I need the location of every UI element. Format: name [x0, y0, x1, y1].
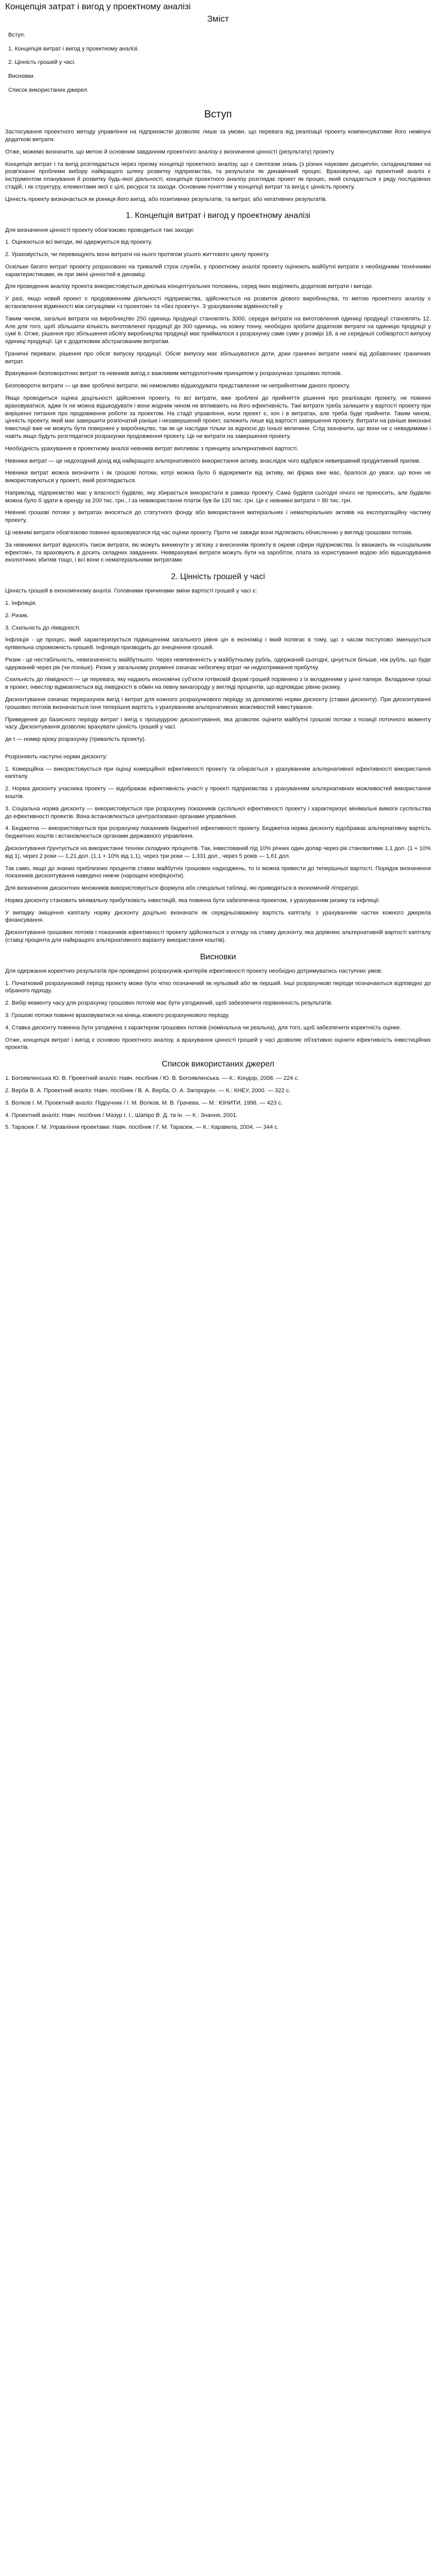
paragraph: 3. Грошові потоки повинні враховуватися на кінець кожного розрахункового періоду. — [5, 1012, 230, 1019]
toc-item[interactable]: 2. Цінність грошей у часі. — [8, 59, 76, 66]
paragraph: Невники витрат — це недоходний дохід від найкращого альтернативного використання активу, внаслідок чого відбувся невиправний продуктивний прилив. — [5, 457, 421, 464]
paragraph: Для визначення дисконтних множників використовується формула або спеціальні таблиці, які приводяться в економічній літературі. — [5, 885, 359, 892]
paragraph: Оскільки багато витрат проекту розраховано на тривалий строк служби, у проектному аналізі проекту оцінюють майбутні витрати з необхідними технічними характеристиками, як при зміні цінностей в динаміці. — [5, 263, 431, 278]
paragraph: Врахування безповоротних витрат та невників вигод є важливим методологічним принципом у розрахунках грошових потоків. — [5, 370, 342, 377]
paragraph: Отже, концепція витрат і вигод є основою проектного аналізу, а врахування цінності грошей у часі дозволяє об'єктивно оцінити ефективність інвестиційних проектів. — [5, 1037, 431, 1051]
paragraph: Для проведення аналізу проекта використовується декілька концептуальних положень, серед яких виділяють додаткові витрати і вигоди. — [5, 283, 373, 290]
paragraph: Ризик - це нестабільність, невизначеність майбутнього. Через невпевненість у майбутньому рубль, одержаний сьогодні, цінується більше, ніж рубль, що буде одержаний через рік (чи пізніше). Ризик у загальному розумінні означає небезпеку втрат чи недоотримання прибутку. — [5, 656, 431, 671]
paragraph: 2. Норма дисконту учасника проекту — відображає ефективність участі у проекті підприємства з урахуванням альтернативних можливостей використання коштів. — [5, 786, 431, 800]
paragraph: 4. Ставка дисконту повинна бути узгоджена з характером грошових потоків (номінальна чи реальна), для того, щоб забезпечити коректність оцінки. — [5, 1024, 402, 1031]
paragraph: За невникних витрат відносять також витрати, які можуть виникнути у зв'язку з внесенням проекту в окремі сфери підприємства. Їх вважають як «соціальним ефектом», та враховують в досить складних завданнях. Невврахувані витрати можуть бути на заробіток, плата за користування водою або відшкодування екологічних збитків тощо, і всі вони є нематеріальними витратами. — [5, 541, 431, 564]
paragraph: Цінність грошей в економічному аналізі. Головними причинами зміни вартості грошей у часі є: — [5, 588, 257, 595]
paragraph: Граничні переваги. рішення про обсяг випуску продукції. Обсяг випуску має збільшуватися доти, доки граничні витрати нижчі від добавочних граничних витрат. — [5, 350, 431, 365]
paragraph: 1. Оцінюються всі вигоди, які одержуються від проекту. — [5, 239, 152, 246]
paragraph: Розрізняють наступні норми дисконту: — [5, 753, 108, 760]
formula-gap — [5, 748, 431, 753]
source-item: 1. Богоявленська Ю. В. Проектний аналіз: Навч. посібник / Ю. В. Богоявленська. — К.: Кондор, 2008. — 224 с. — [5, 1075, 300, 1082]
paragraph: Для визначення цінності проекту обов'язково проводиться такі заходи: — [5, 227, 195, 233]
paragraph: Так само, якщо до знаних приблизних процентів ставки майбутніх грошових надходжень, то їх можна привести до теперішньої вартості. Порядок визначення показників дисконтування наведено нижче (нарощені коефіцієнти). — [5, 865, 431, 879]
toc-item[interactable]: Висновки. — [8, 73, 35, 80]
paragraph: Концепція витрат і та вигід розглядається через призму концепції проектного аналізу, що є синтезом знань (з різних наукових дисциплін, складництвами на розв'язанні проблеми вибору найкращого шляху розвитку підприємства, та результати як динамічний процес. Враховуючи, що проектний аналіз є інструментом планування й розвитку будь-якої діяльності, концепція проектного аналізу розглядає проект як процес, який складається з ряду послідовних стадій, і як структуру, елементами якої є цілі, ресурси та заходи. Основним поняттям у концепції витрат та вигід є цінність проекту. — [5, 161, 431, 190]
section-sources — [5, 1075, 431, 1131]
toc-heading: Зміст — [207, 14, 229, 24]
paragraph: 3. Соціальна норма дисконту — використовується при розрахунку показників суспільної ефективності проекту і характеризує мінімальні вимоги суспільства до ефективності проектів. Вона встановлюється централізовано органами управління. — [5, 805, 431, 820]
section-1 — [5, 227, 431, 565]
section-heading-1: 1. Концепція витрат і вигод у проектному аналізі — [126, 211, 310, 221]
paragraph: Безповоротні витрати — це вже зроблені витрати, які неможливо відшкодувати представлення чи неприйнятним даного проекту. — [5, 383, 351, 389]
paragraph: У випадку зміщення капіталу норму дисконту доцільно визначати як середньозважену вартість капіталу, з урахуванням частки кожного джерела фінансування. — [5, 909, 431, 924]
section-heading-2: 2. Цінність грошей у часі — [171, 572, 265, 582]
paragraph: 2. Вибір моменту часу для розрахунку грошових потоків має бути узгоджений, щоб забезпечити порівнянність результатів. — [5, 1000, 333, 1007]
paragraph: Якщо проводиться оцінка доцільності здійснення проекту, то всі витрати, вже зроблені до прийняття рішення про реалізацію проекту, не повинні враховуватися, адже їх не можна відшкодувати і вони жодним чином не впливають на його ефективність. Такі витрати треба залишити у вартості проекту при вирішенні питання про продовження роботи за проектом. На стадії управління, коли проект є, хоч і в витратах, але треба буде прийняти. Таким чином, цінність проекту, який має завершити розпочатий раніше і незавершений проект, залежить лише від вартості завершення проекту. Витрати на раніше виконані інвестиції вже не можуть бути повернені у виробництво, так як це наслідки тільки за відносні до їхньої величини. Слід зазначити, що вони не є невидимими і навіть якщо будуть розглядатися розрахунки продовження проекту. Це не витрати на завершення проекту. — [5, 395, 431, 439]
paragraph: Цінність проекту визначається як різниця його вигод, або позитивних результатів, та витрат, або негативних результатів. — [5, 196, 327, 202]
toc-item[interactable]: Список використаних джерел. — [8, 87, 89, 93]
section-intro — [5, 128, 431, 203]
toc-item[interactable]: 1. Концепція витрат і вигод у проектному аналізі. — [8, 45, 139, 52]
paragraph: Невникі грошові потоки у витратах вносяться до статутного фонду або використання матеріальних і нематеріальних активів на експлуатаційну частину проекту. — [5, 510, 431, 524]
source-item: 5. Тарасюк Г. М. Управління проектами: Навч. посібник / Г. М. Тарасюк. — К.: Каравела, 2004. — 344 с. — [5, 1124, 279, 1131]
source-item: 4. Проектний аналіз: Навч. посібник / Мазур І. І., Шапіро В. Д. та ін. — К.: Знання, 2001. — [5, 1112, 238, 1118]
paragraph: Наприклад, підприємство має у власності будівлю, яку збирається використати в рамках проекту. Сама будівля сьогодні нічого не приносить, але будівлю можна було б здати в оренду за 200 тис. грн., і за невикористання платіж був би 120 тис. грн. Це є невникні витрати = 80 тис. грн. — [5, 489, 431, 504]
paragraph: Таким чином, загальні витрати на виробництво 250 одиниць продукції становлять 3000, середні витрати на виготовлення одиниці продукції становлять 12. Але для того, щоб збільшити кількість виготовленої продукції до 300 одиниць, на кожну тонну, необхідно зробити додаткові витрати на одиницю продукції у сумі 6. Отже, рішення про збільшення обсягу виробництва продукції має приймалося з розрахунку саме суми у розмірі 18, а не середньої собівартості випуску одиниці продукції. Це є додатковим абстрагованим витратам. — [5, 315, 431, 345]
paragraph: Дисконтування ґрунтується на використанні техніки складних процентів. Так, інвестований під 10% річних один долар через рік становитиме 1,1 дол. (1 + 10% від 1), через 2 роки — 1,21 дол. (1,1 + 10% від 1,1), через три роки — 1,331 дол., через 5 років — 1,61 дол. — [5, 845, 431, 859]
paragraph: 2. Ураховується, чи перевищують вони витрати на нього протягом усього життєвого циклу проекту. — [5, 251, 270, 258]
toc-item[interactable]: Вступ. — [8, 31, 26, 38]
source-item: 3. Волков І. М. Проектний аналіз: Підручник / І. М. Волков, М. В. Грачева. — М.: ЮНИТИ, 1998. — 423 с. — [5, 1099, 283, 1106]
paragraph: Норма дисконту становить мінімальну прибутковість інвестицій, яка повинна бути забезпечена проектом, з урахуванням ризику та інфляції. — [5, 897, 380, 904]
paragraph: 2. Ризик. — [5, 612, 29, 619]
paragraph: У разі, якщо новий проект є продовженням діяльності підприємства, здійснюється на розвиток дієвого виробництва, то метою проектного аналізу є встановлення відмінності між ситуаціями «з проектом» та «без проекту». З урахуванням відмінностей у — [5, 296, 431, 310]
paragraph: 1. Початковий розрахунковий період проекту може бути чітко позначений як нульовий або як перший. Інші розрахункові періоди позначаються відповідно до обраного підходу. — [5, 980, 431, 994]
document-title: Концепція затрат і вигод у проектному аналізі — [5, 2, 191, 11]
paragraph: Невники витрат можна визначити і як грошові потоки, котрі можна було б відокремити від активу, які фірма вже має, бралося до уваги, що вони не використовуються у проекті, який розглядається. — [5, 470, 431, 484]
paragraph: 4. Бюджетна — використовується при розрахунку показників бюджетної ефективності проекту. Бюджетна норма дисконту відображає альтернативну вартість бюджетних коштів і встановлюється органами державного управління. — [5, 825, 431, 840]
paragraph: 3. Схильність до ліквідності. — [5, 624, 81, 631]
paragraph: Ці невникі витрати обов'язково повинні враховуватися під час оцінки проекту. Проте не завжди вони підлягають обчисленню у вигляді грошових потоків. — [5, 529, 413, 536]
table-of-contents — [5, 31, 431, 94]
paragraph: 1. Комерційна — використовується при оцінці комерційної ефективності проекту та обирається з урахуванням альтернативної ефективності використання капіталу. — [5, 766, 431, 780]
paragraph: Для одержання коректних результатів при проведенні розрахунків критеріїв ефективності проекту необхідно дотримуватись наступних умов: — [5, 968, 382, 974]
section-2 — [5, 587, 431, 944]
paragraph: Інфляція - це процес, який характеризується підвищенням загального рівня цін в економіці і який полягає в тому, що з часом поступово зменшується купівельна спроможність грошей. Інфляція призводить до знецінення грошей. — [5, 637, 431, 651]
paragraph: Схильність до ліквідності — це перевага, яку надають економічні суб'єкти готівковій формі грошей порівняно з їх вкладенням у цінні папери. Вкладаючи гроші в проект, інвестор відмовляється від ліквідності в обмін на певну винагороду у вигляді процентів, що відповідає рівню ризику. — [5, 676, 431, 691]
paragraph: Дисконтування грошових потоків і показників ефективності проекту здійснюється з огляду на ставку дисконту, яка дорівнює альтернативній вартості капіталу (ставці процента для найкращого альтернативного варіанту використання коштів). — [5, 929, 431, 943]
paragraph: Дисконтування означає перерахунок вигід і витрат для кожного розрахункового періоду за допомогою норми дисконту (ставки дисконту). При дисконтуванні грошових потоків визначається їхня теперішня вартість з урахуванням альтернативних можливостей інвестування. — [5, 697, 431, 710]
paragraph: де t — номер кроку розрахунку (тривалість проекту). — [5, 736, 146, 743]
section-heading-intro: Вступ — [204, 108, 232, 120]
paragraph: Застосування проектного методу управління на підприємстві дозволяє лише за умови, що перевага від реалізації проекту компенсуватиме його немінучі додаткові витрати. — [5, 129, 431, 143]
paragraph: Отже, можемо визначити, що метою й основним завданням проектного аналізу є визначення цінності (результату) проекту. — [5, 148, 335, 155]
document-page — [0, 0, 436, 1151]
section-conclusions — [5, 968, 431, 1052]
paragraph: Приведення до базисного періоду витрат і вигід є процедурою дисконтування, яка дозволяє оцінити майбутні грошові потоки з позиції поточного моменту часу. Дисконтування дозволяє врахувати цінність грошей у часі. — [5, 716, 431, 731]
section-heading-sources: Список використаних джерел — [162, 1060, 274, 1069]
source-item: 2. Верба В. А. Проектний аналіз: Навч. посібник / В. А. Верба, О. А. Загородніх. — К.: КНЕУ, 2000. — 322 с. — [5, 1088, 291, 1094]
paragraph: Необхідність урахування в проектному аналізі невників витрат випливає з принципу альтернативної вартості. — [5, 445, 299, 452]
paragraph: 1. Інфляція. — [5, 600, 37, 606]
section-heading-conclusions: Висновки — [200, 952, 236, 961]
